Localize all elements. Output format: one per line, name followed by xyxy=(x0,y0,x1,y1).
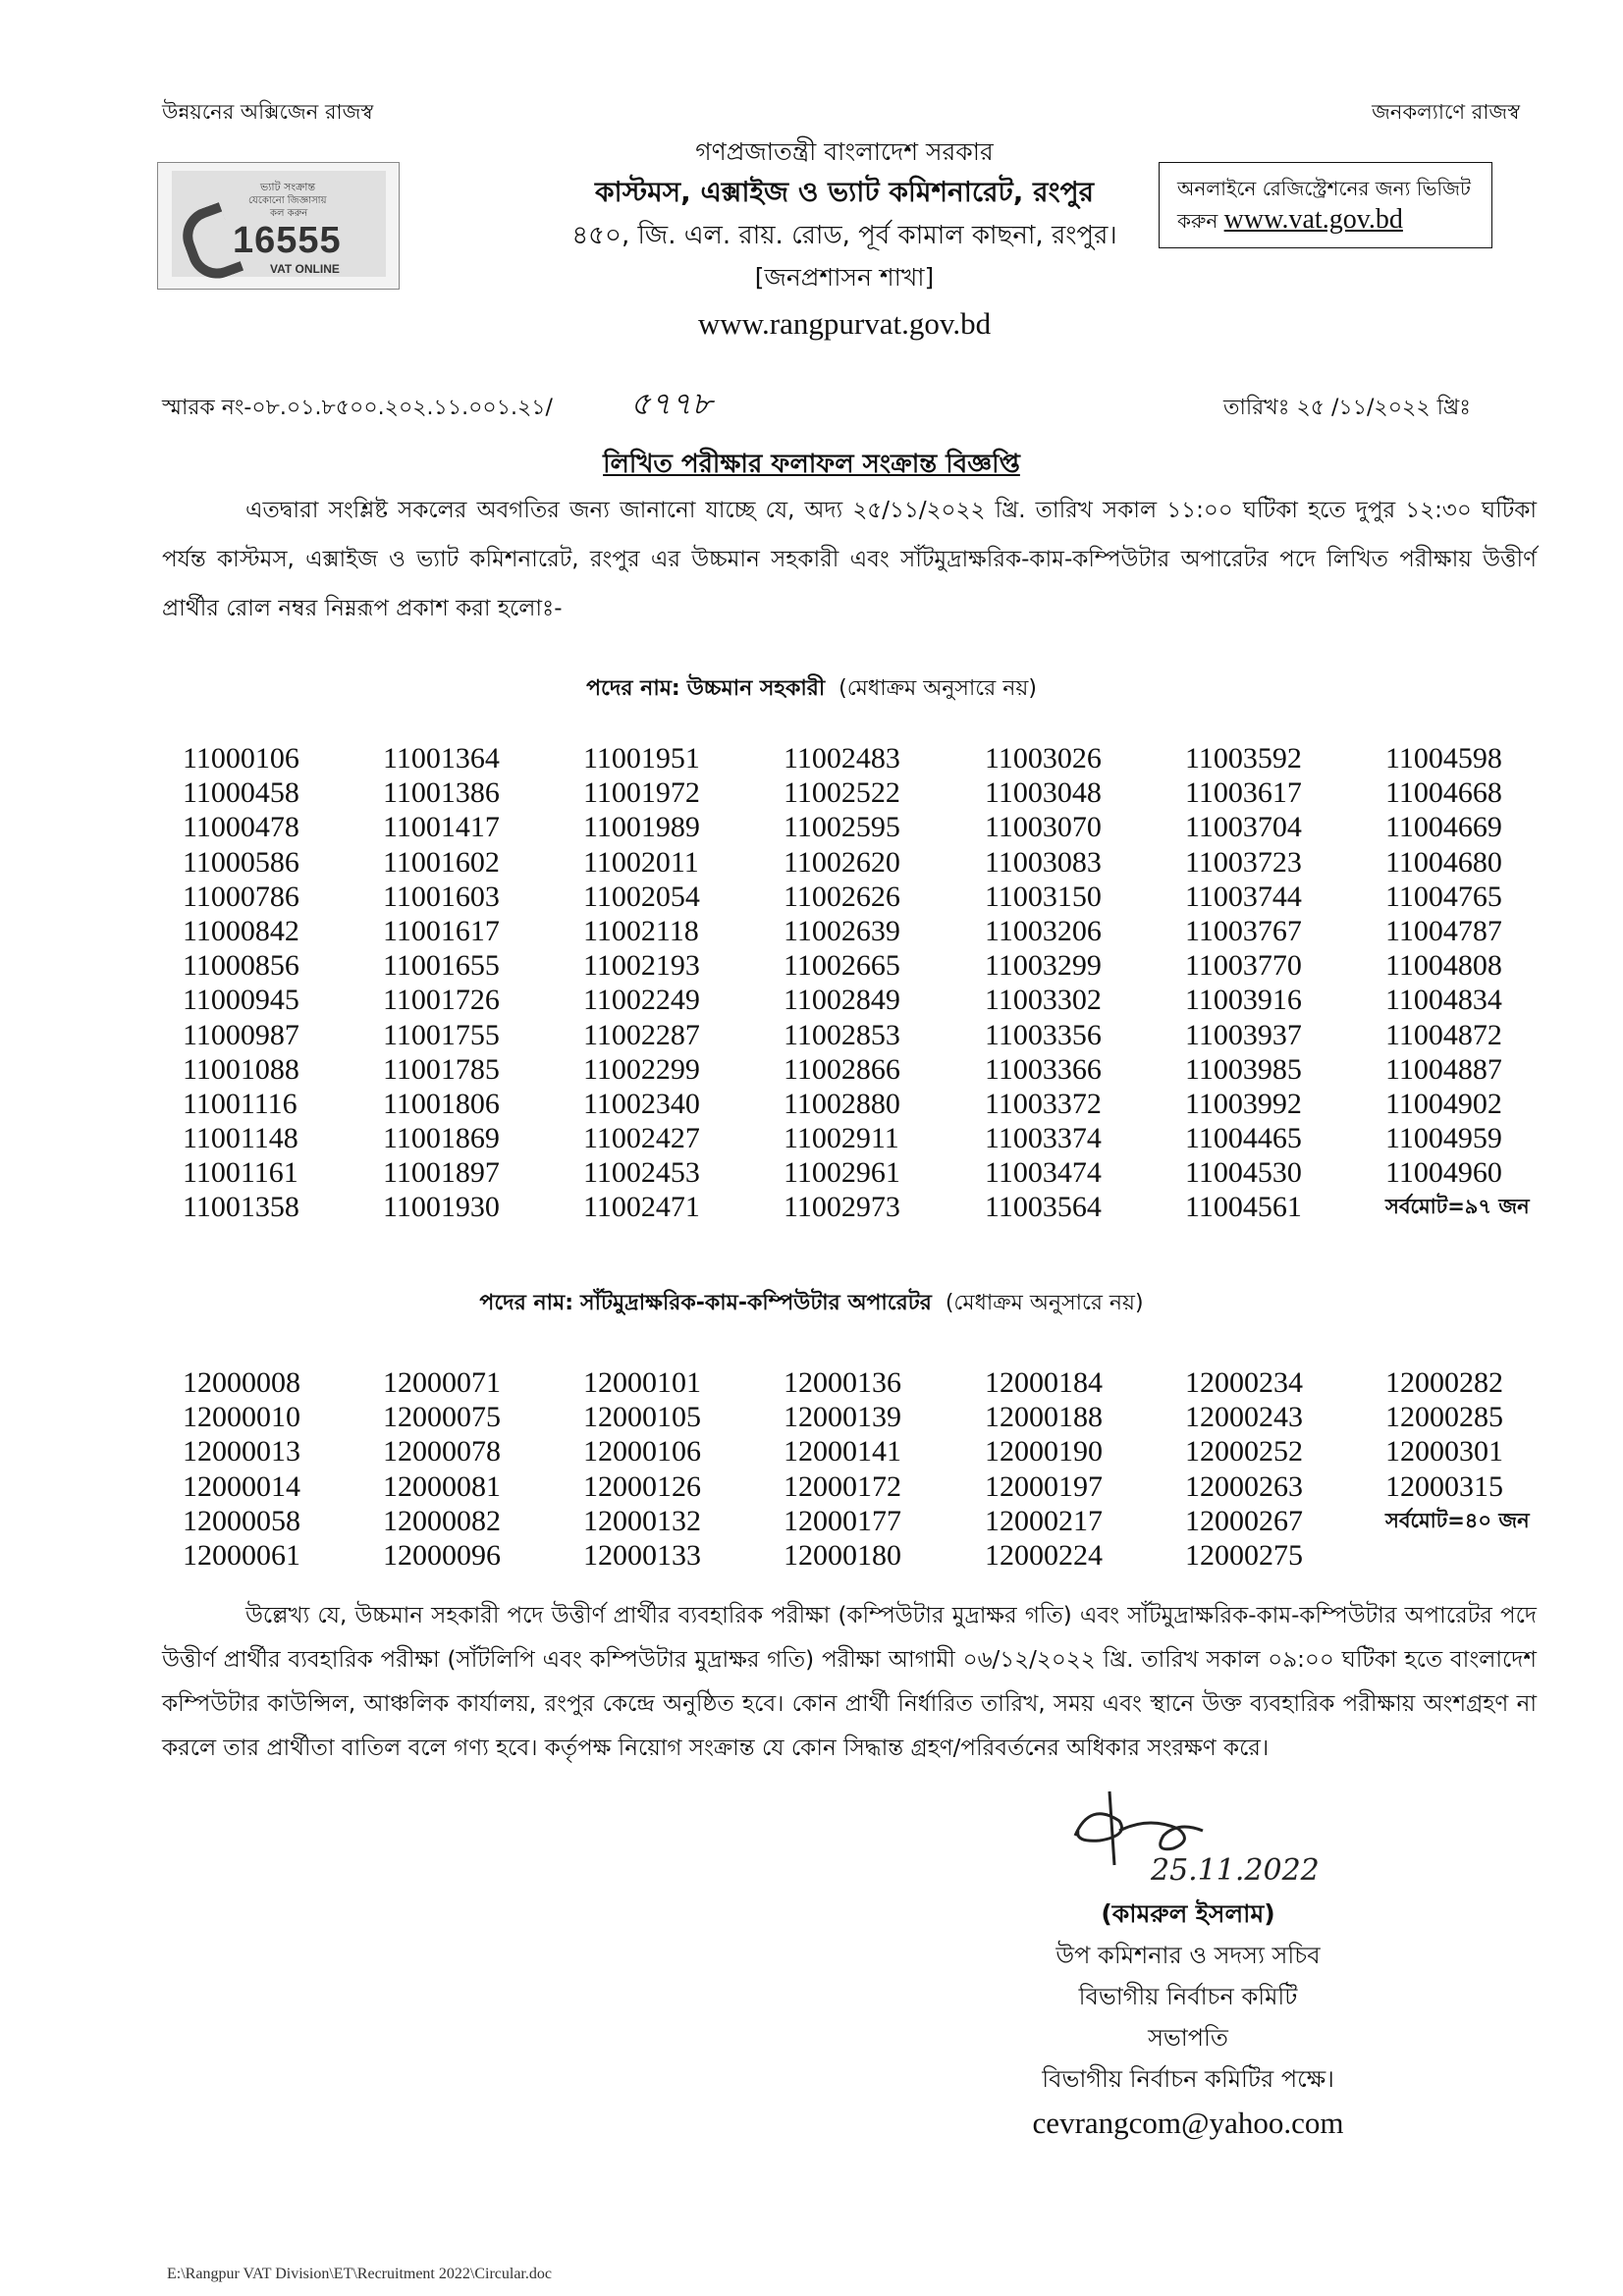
roll-number: 12000301 xyxy=(1385,1435,1503,1468)
roll-number: 11003564 xyxy=(985,1191,1102,1224)
roll-number: 12000136 xyxy=(784,1366,901,1399)
roll-number: 11001161 xyxy=(183,1156,298,1190)
roll-number: 11002011 xyxy=(583,845,699,879)
roll-number: 12000132 xyxy=(583,1504,701,1537)
signatory-email: cevrangcom@yahoo.com xyxy=(1032,2106,1344,2140)
roll-number: 11003206 xyxy=(985,914,1102,947)
roll-number: 11000842 xyxy=(183,914,299,947)
roll-number: 11003992 xyxy=(1185,1087,1302,1120)
roll-number: 12000263 xyxy=(1185,1469,1303,1503)
roll-number: 12000106 xyxy=(583,1435,701,1468)
signatory-on-behalf: বিভাগীয় নির্বাচন কমিটির পক্ষে। xyxy=(1042,2065,1334,2093)
roll-number: 11001603 xyxy=(383,880,500,913)
roll-number: 11002249 xyxy=(583,984,700,1017)
roll-number: 11003048 xyxy=(985,776,1102,810)
roll-number: 11001930 xyxy=(383,1191,500,1224)
post1-name: উচ্চমান সহকারী xyxy=(686,676,826,701)
roll-number: 11003150 xyxy=(985,880,1102,913)
roll-number: 12000061 xyxy=(183,1538,300,1572)
post1-total: সর্বমোট=৯৭ জন xyxy=(1385,1195,1530,1219)
roll-number: 11004465 xyxy=(1185,1122,1302,1155)
roll-number: 11004787 xyxy=(1385,914,1502,947)
roll-number: 11000786 xyxy=(183,880,299,913)
memo-date: তারিখঃ ২৫ /১১/২০২২ খ্রিঃ xyxy=(1223,396,1471,420)
roll-number: 11003474 xyxy=(985,1156,1102,1190)
roll-number: 11002973 xyxy=(784,1191,900,1224)
post1-column xyxy=(985,741,1102,1225)
roll-number: 11002853 xyxy=(784,1018,900,1051)
post1-title xyxy=(0,671,1623,708)
office-name: কাস্টমস, এক্সাইজ ও ভ্যাট কমিশনারেট, রংপুর xyxy=(594,176,1095,208)
post2-column xyxy=(383,1365,501,1573)
roll-number: 11002340 xyxy=(583,1087,700,1120)
roll-number: 11004887 xyxy=(1385,1052,1502,1086)
roll-number: 11004959 xyxy=(1385,1122,1502,1155)
roll-number: 12000141 xyxy=(784,1435,901,1468)
roll-number: 11004561 xyxy=(1185,1191,1302,1224)
roll-number: 11003592 xyxy=(1185,742,1302,774)
roll-number: 11001869 xyxy=(383,1122,500,1155)
roll-number: 11002471 xyxy=(583,1191,700,1224)
roll-number: 11001148 xyxy=(183,1122,298,1155)
roll-number: 11002054 xyxy=(583,880,700,913)
roll-number: 12000081 xyxy=(383,1469,501,1503)
post2-column xyxy=(1385,1365,1530,1538)
roll-number: 11003302 xyxy=(985,984,1102,1017)
roll-number: 11002961 xyxy=(784,1156,900,1190)
roll-number: 11001617 xyxy=(383,914,500,947)
roll-number: 11004530 xyxy=(1185,1156,1302,1190)
roll-number: 11003299 xyxy=(985,949,1102,983)
post2-title xyxy=(0,1286,1623,1322)
roll-number: 11004834 xyxy=(1385,984,1502,1017)
roll-number: 11001989 xyxy=(583,811,700,844)
roll-number: 11001358 xyxy=(183,1191,299,1224)
roll-number: 11003985 xyxy=(1185,1052,1302,1086)
roll-number: 11004872 xyxy=(1385,1018,1502,1051)
roll-number: 12000217 xyxy=(985,1504,1103,1537)
roll-number: 11001602 xyxy=(383,845,500,879)
roll-number: 12000082 xyxy=(383,1504,501,1537)
letterhead xyxy=(461,133,1227,349)
roll-number: 12000133 xyxy=(583,1538,701,1572)
post2-note: (মেধাক্রম অনুসারে নয়) xyxy=(945,1291,1144,1315)
roll-number: 11002665 xyxy=(784,949,900,983)
footer-note: উল্লেখ্য যে, উচ্চমান সহকারী পদে উত্তীর্ণ প্রার্থীর ব্যবহারিক পরীক্ষা (কম্পিউটার মুদ্রাক্ষর গতি) এবং সাঁটমুদ্রাক্ষরিক-কাম-কম্পিউটার অপারেটর পদে উত্তীর্ণ প্রার্থীর ব্যবহারিক পরীক্ষা (সাঁটলিপি এবং কম্পিউটার মুদ্রাক্ষর গতি) পরীক্ষা আগামী ০৬/১২/২০২২ খ্রি. তারিখ সকাল ০৯:০০ ঘটিকা হতে বাংলাদেশ কম্পিউটার কাউন্সিল, আঞ্চলিক কার্যালয়, রংপুর কেন্দ্রে অনুষ্ঠিত হবে। কোন প্রার্থী নির্ধারিত তারিখ, সময় এবং স্থানে উক্ত ব্যবহারিক পরীক্ষায় অংশগ্রহণ না করলে তার প্রার্থীতা বাতিল বলে গণ্য হবে। কর্তৃপক্ষ নিয়োগ সংক্রান্ত যে কোন সিদ্ধান্ত গ্রহণ/পরিবর্তনের অধিকার সংরক্ষণ করে। xyxy=(162,1603,1537,1761)
file-path: E:\Rangpur VAT Division\ET\Recruitment 2022\Circular.doc xyxy=(167,2266,552,2282)
post2-column xyxy=(985,1365,1103,1573)
motto-left: উন্নয়নের অক্সিজেন রাজস্ব xyxy=(162,100,374,124)
roll-number: 12000252 xyxy=(1185,1435,1303,1468)
roll-number: 11003026 xyxy=(985,742,1102,774)
roll-number: 11003374 xyxy=(985,1122,1102,1155)
roll-number: 11000458 xyxy=(183,776,299,810)
roll-number: 11003916 xyxy=(1185,984,1302,1017)
motto-right: জনকল্যাণে রাজস্ব xyxy=(1372,100,1520,124)
roll-number: 11002620 xyxy=(784,845,900,879)
vat-hotline-number: 16555 xyxy=(233,220,342,261)
notice-title xyxy=(0,444,1623,487)
roll-number: 11003770 xyxy=(1185,949,1302,983)
post1-column xyxy=(1185,741,1302,1225)
vat-logo-line3: কল করুন xyxy=(270,208,308,219)
notice-title-text: লিখিত পরীক্ষার ফলাফল সংক্রান্ত বিজ্ঞপ্তি xyxy=(603,450,1020,479)
vat-logo-line4: VAT ONLINE xyxy=(270,262,340,276)
roll-number: 11002427 xyxy=(583,1122,700,1155)
roll-number: 11004598 xyxy=(1385,742,1502,774)
roll-number: 11001755 xyxy=(383,1018,500,1051)
roll-number: 12000105 xyxy=(583,1401,701,1434)
roll-number: 12000224 xyxy=(985,1538,1103,1572)
roll-number: 11001951 xyxy=(583,742,700,774)
registration-info-box xyxy=(1159,162,1492,248)
roll-number: 12000078 xyxy=(383,1435,501,1468)
post1-column xyxy=(784,741,900,1225)
roll-number: 12000190 xyxy=(985,1435,1103,1468)
roll-number: 11002287 xyxy=(583,1018,700,1051)
roll-number: 11004680 xyxy=(1385,845,1502,879)
signature-date: 25.11.2022 xyxy=(1151,1853,1320,1888)
roll-number: 12000282 xyxy=(1385,1366,1503,1399)
memo-handwritten-number: ৫৭৭৮ xyxy=(630,385,713,422)
post2-name: সাঁটমুদ্রাক্ষরিক-কাম-কম্পিউটার অপারেটর xyxy=(580,1291,932,1315)
post1-column xyxy=(583,741,700,1225)
roll-number: 11004669 xyxy=(1385,811,1502,844)
roll-number: 11003372 xyxy=(985,1087,1102,1120)
roll-number: 12000234 xyxy=(1185,1366,1303,1399)
post2-column xyxy=(583,1365,701,1573)
roll-number: 11002193 xyxy=(583,949,700,983)
roll-number: 11002453 xyxy=(583,1156,700,1190)
post2-column xyxy=(183,1365,300,1573)
roll-number: 11004765 xyxy=(1385,880,1502,913)
roll-number: 12000188 xyxy=(985,1401,1103,1434)
roll-number: 11001417 xyxy=(383,811,500,844)
roll-number: 12000008 xyxy=(183,1366,300,1399)
roll-number: 12000315 xyxy=(1385,1469,1503,1503)
post2-label: পদের নাম: xyxy=(479,1291,574,1315)
signatory-committee: বিভাগীয় নির্বাচন কমিটি xyxy=(1078,1983,1298,2010)
roll-number: 11001655 xyxy=(383,949,500,983)
roll-number: 11002911 xyxy=(784,1122,899,1155)
roll-number: 11003083 xyxy=(985,845,1102,879)
roll-number: 11000478 xyxy=(183,811,299,844)
roll-number: 11003767 xyxy=(1185,914,1302,947)
roll-number: 11004808 xyxy=(1385,949,1502,983)
roll-number: 11002522 xyxy=(784,776,900,810)
roll-number: 11002880 xyxy=(784,1087,900,1120)
roll-number: 12000126 xyxy=(583,1469,701,1503)
roll-number: 11004668 xyxy=(1385,776,1502,810)
roll-number: 11002299 xyxy=(583,1052,700,1086)
roll-number: 11002849 xyxy=(784,984,900,1017)
roll-number: 11002118 xyxy=(583,914,699,947)
roll-number: 11002595 xyxy=(784,811,900,844)
roll-number: 11001386 xyxy=(383,776,500,810)
post1-note: (মেধাক্রম অনুসারে নয়) xyxy=(839,676,1037,701)
signatory-role: সভাপতি xyxy=(1148,2024,1228,2052)
roll-number: 11003744 xyxy=(1185,880,1302,913)
roll-number: 11001785 xyxy=(383,1052,500,1086)
roll-number: 11000856 xyxy=(183,949,299,983)
signatory-name: (কামরুল ইসলাম) xyxy=(1101,1899,1275,1928)
roll-number: 11003366 xyxy=(985,1052,1102,1086)
roll-number: 12000180 xyxy=(784,1538,901,1572)
post2-column xyxy=(784,1365,901,1573)
post2-total: সর্বমোট=৪০ জন xyxy=(1385,1508,1530,1532)
post1-column xyxy=(383,741,500,1225)
roll-number: 12000139 xyxy=(784,1401,901,1434)
roll-number: 11003356 xyxy=(985,1018,1102,1051)
roll-number: 12000172 xyxy=(784,1469,901,1503)
post2-column xyxy=(1185,1365,1303,1573)
signature-block xyxy=(982,1782,1394,2147)
roll-number: 11003617 xyxy=(1185,776,1302,810)
roll-number: 12000096 xyxy=(383,1538,501,1572)
office-address: ৪৫০, জি. এল. রায়. রোড, পূর্ব কামাল কাছনা, রংপুর। xyxy=(571,221,1117,250)
roll-number: 11001088 xyxy=(183,1052,299,1086)
roll-number: 12000075 xyxy=(383,1401,501,1434)
roll-number: 11000945 xyxy=(183,984,299,1017)
roll-number: 11003937 xyxy=(1185,1018,1302,1051)
roll-number: 11003704 xyxy=(1185,811,1302,844)
government-name: গণপ্রজাতন্ত্রী বাংলাদেশ সরকার xyxy=(695,137,994,166)
roll-number: 12000071 xyxy=(383,1366,501,1399)
roll-number: 11000987 xyxy=(183,1018,299,1051)
branch-name: [জনপ্রশাসন শাখা] xyxy=(754,263,935,292)
vat-hotline-logo xyxy=(157,162,400,290)
roll-number: 12000184 xyxy=(985,1366,1103,1399)
roll-number: 11001897 xyxy=(383,1156,500,1190)
roll-number: 11000106 xyxy=(183,742,299,774)
roll-number: 11003723 xyxy=(1185,845,1302,879)
roll-number: 11001726 xyxy=(383,984,500,1017)
roll-number: 11002866 xyxy=(784,1052,900,1086)
roll-number: 11004960 xyxy=(1385,1156,1502,1190)
roll-number: 11002483 xyxy=(784,742,900,774)
office-website: www.rangpurvat.gov.bd xyxy=(697,306,992,341)
roll-number: 11002626 xyxy=(784,880,900,913)
roll-number: 11001116 xyxy=(183,1087,298,1120)
registration-url: www.vat.gov.bd xyxy=(1223,204,1403,235)
roll-number: 12000014 xyxy=(183,1469,300,1503)
roll-number: 12000267 xyxy=(1185,1504,1303,1537)
roll-number: 11001806 xyxy=(383,1087,500,1120)
vat-logo-line1: ভ্যাট সংক্রান্ত xyxy=(260,181,316,193)
vat-logo-line2: যেকোনো জিজ্ঞাসায় xyxy=(248,195,327,206)
memo-number: স্মারক নং-০৮.০১.৮৫০০.২০২.১১.০০১.২১/ xyxy=(162,396,553,420)
roll-number: 11003070 xyxy=(985,811,1102,844)
roll-number: 12000177 xyxy=(784,1504,901,1537)
roll-number: 12000101 xyxy=(583,1366,701,1399)
roll-number: 12000285 xyxy=(1385,1401,1503,1434)
roll-number: 11002639 xyxy=(784,914,900,947)
roll-number: 12000058 xyxy=(183,1504,300,1537)
post1-column xyxy=(183,741,299,1225)
handwritten-signature xyxy=(982,1782,1394,1890)
roll-number: 12000275 xyxy=(1185,1538,1303,1572)
post1-column xyxy=(1385,741,1530,1225)
roll-number: 12000243 xyxy=(1185,1401,1303,1434)
roll-number: 11000586 xyxy=(183,845,299,879)
roll-number: 12000197 xyxy=(985,1469,1103,1503)
roll-number: 12000010 xyxy=(183,1401,300,1434)
post1-label: পদের নাম: xyxy=(586,676,680,701)
signatory-designation: উপ কমিশনার ও সদস্য সচিব xyxy=(1055,1942,1321,1969)
roll-number: 11001972 xyxy=(583,776,700,810)
roll-number: 11001364 xyxy=(383,742,500,774)
roll-number: 12000013 xyxy=(183,1435,300,1468)
roll-number: 11004902 xyxy=(1385,1087,1502,1120)
notice-intro: এতদ্বারা সংশ্লিষ্ট সকলের অবগতির জন্য জানানো যাচ্ছে যে, অদ্য ২৫/১১/২০২২ খ্রি. তারিখ সকাল ১১:০০ ঘটিকা হতে দুপুর ১২:৩০ ঘটিকা পর্যন্ত কাস্টমস, এক্সাইজ ও ভ্যাট কমিশনারেট, রংপুর এর উচ্চমান সহকারী এবং সাঁটমুদ্রাক্ষরিক-কাম-কম্পিউটার অপারেটর পদে লিখিত পরীক্ষায় উত্তীর্ণ প্রার্থীর রোল নম্বর নিম্নরূপ প্রকাশ করা হলোঃ- xyxy=(162,498,1537,621)
registration-text: অনলাইনে রেজিস্ট্রেশনের জন্য ভিজিট করুন xyxy=(1177,177,1471,233)
